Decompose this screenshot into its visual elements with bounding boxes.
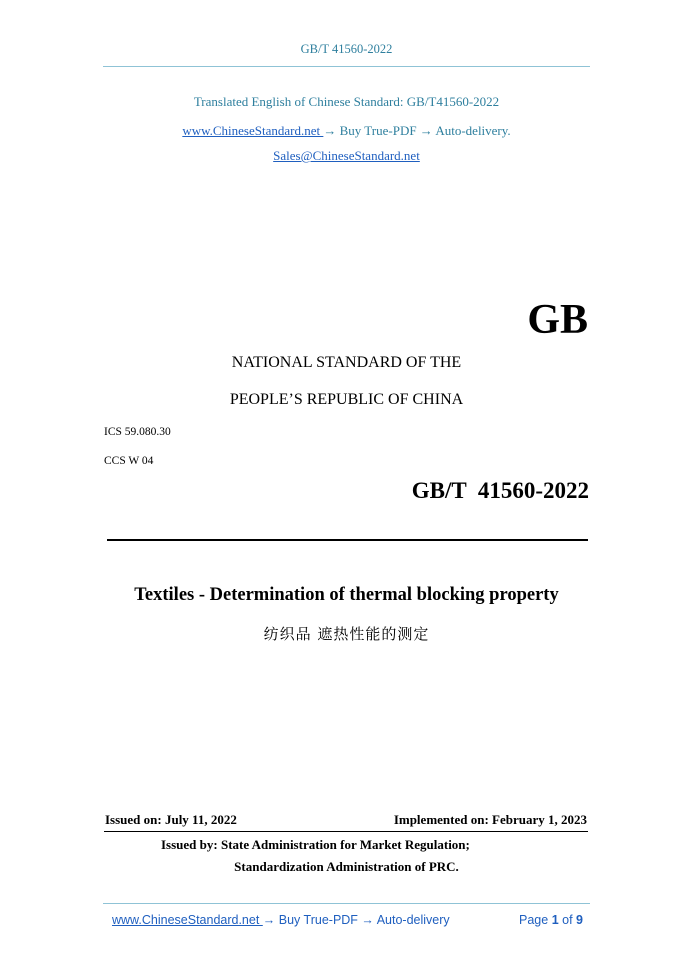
footer-divider <box>103 903 590 904</box>
sales-line <box>0 148 693 164</box>
header-doc-code: GB/T 41560-2022 <box>300 42 393 56</box>
issued-by-line-1: Issued by: State Administration for Market Regulation; <box>161 837 470 852</box>
translated-notice: Translated English of Chinese Standard: GB/T41560-2022 <box>193 94 500 109</box>
page-of: of <box>562 913 573 927</box>
title-english: Textiles - Determination of thermal blocking property <box>134 585 559 605</box>
footer-buy-line <box>112 913 450 927</box>
page-label: Page <box>519 913 549 927</box>
issue-divider <box>104 831 588 832</box>
implemented-on-date: Implemented on: February 1, 2023 <box>393 812 587 827</box>
site-link[interactable]: www.ChineseStandard.net <box>182 123 324 138</box>
title-divider <box>107 539 588 541</box>
sales-email-link[interactable]: Sales@ChineseStandard.net <box>273 148 420 163</box>
issued-by-line-2: Standardization Administration of PRC. <box>234 859 459 874</box>
issued-on-date: Issued on: July 11, 2022 <box>105 812 237 827</box>
gb-mark: GB <box>527 297 588 343</box>
national-standard-line-1: NATIONAL STANDARD OF THE <box>231 354 462 371</box>
ccs-code: CCS W 04 <box>104 455 154 467</box>
page-current: 1 <box>551 913 559 927</box>
title-chinese: 纺织品 遮热性能的测定 <box>263 625 430 643</box>
buy-line <box>0 123 693 139</box>
header-divider <box>103 66 590 67</box>
page-indicator <box>519 913 583 927</box>
page-total: 9 <box>576 913 583 927</box>
national-standard-line-2: PEOPLE’S REPUBLIC OF CHINA <box>229 391 464 408</box>
standard-number: GB/T 41560-2022 <box>411 478 589 503</box>
footer-site-link[interactable]: www.ChineseStandard.net <box>112 913 263 927</box>
footer-buy-text: → Buy True-PDF → Auto-delivery <box>262 913 450 927</box>
buy-text: → Buy True-PDF → Auto-delivery. <box>323 123 511 138</box>
ics-code: ICS 59.080.30 <box>104 426 171 438</box>
